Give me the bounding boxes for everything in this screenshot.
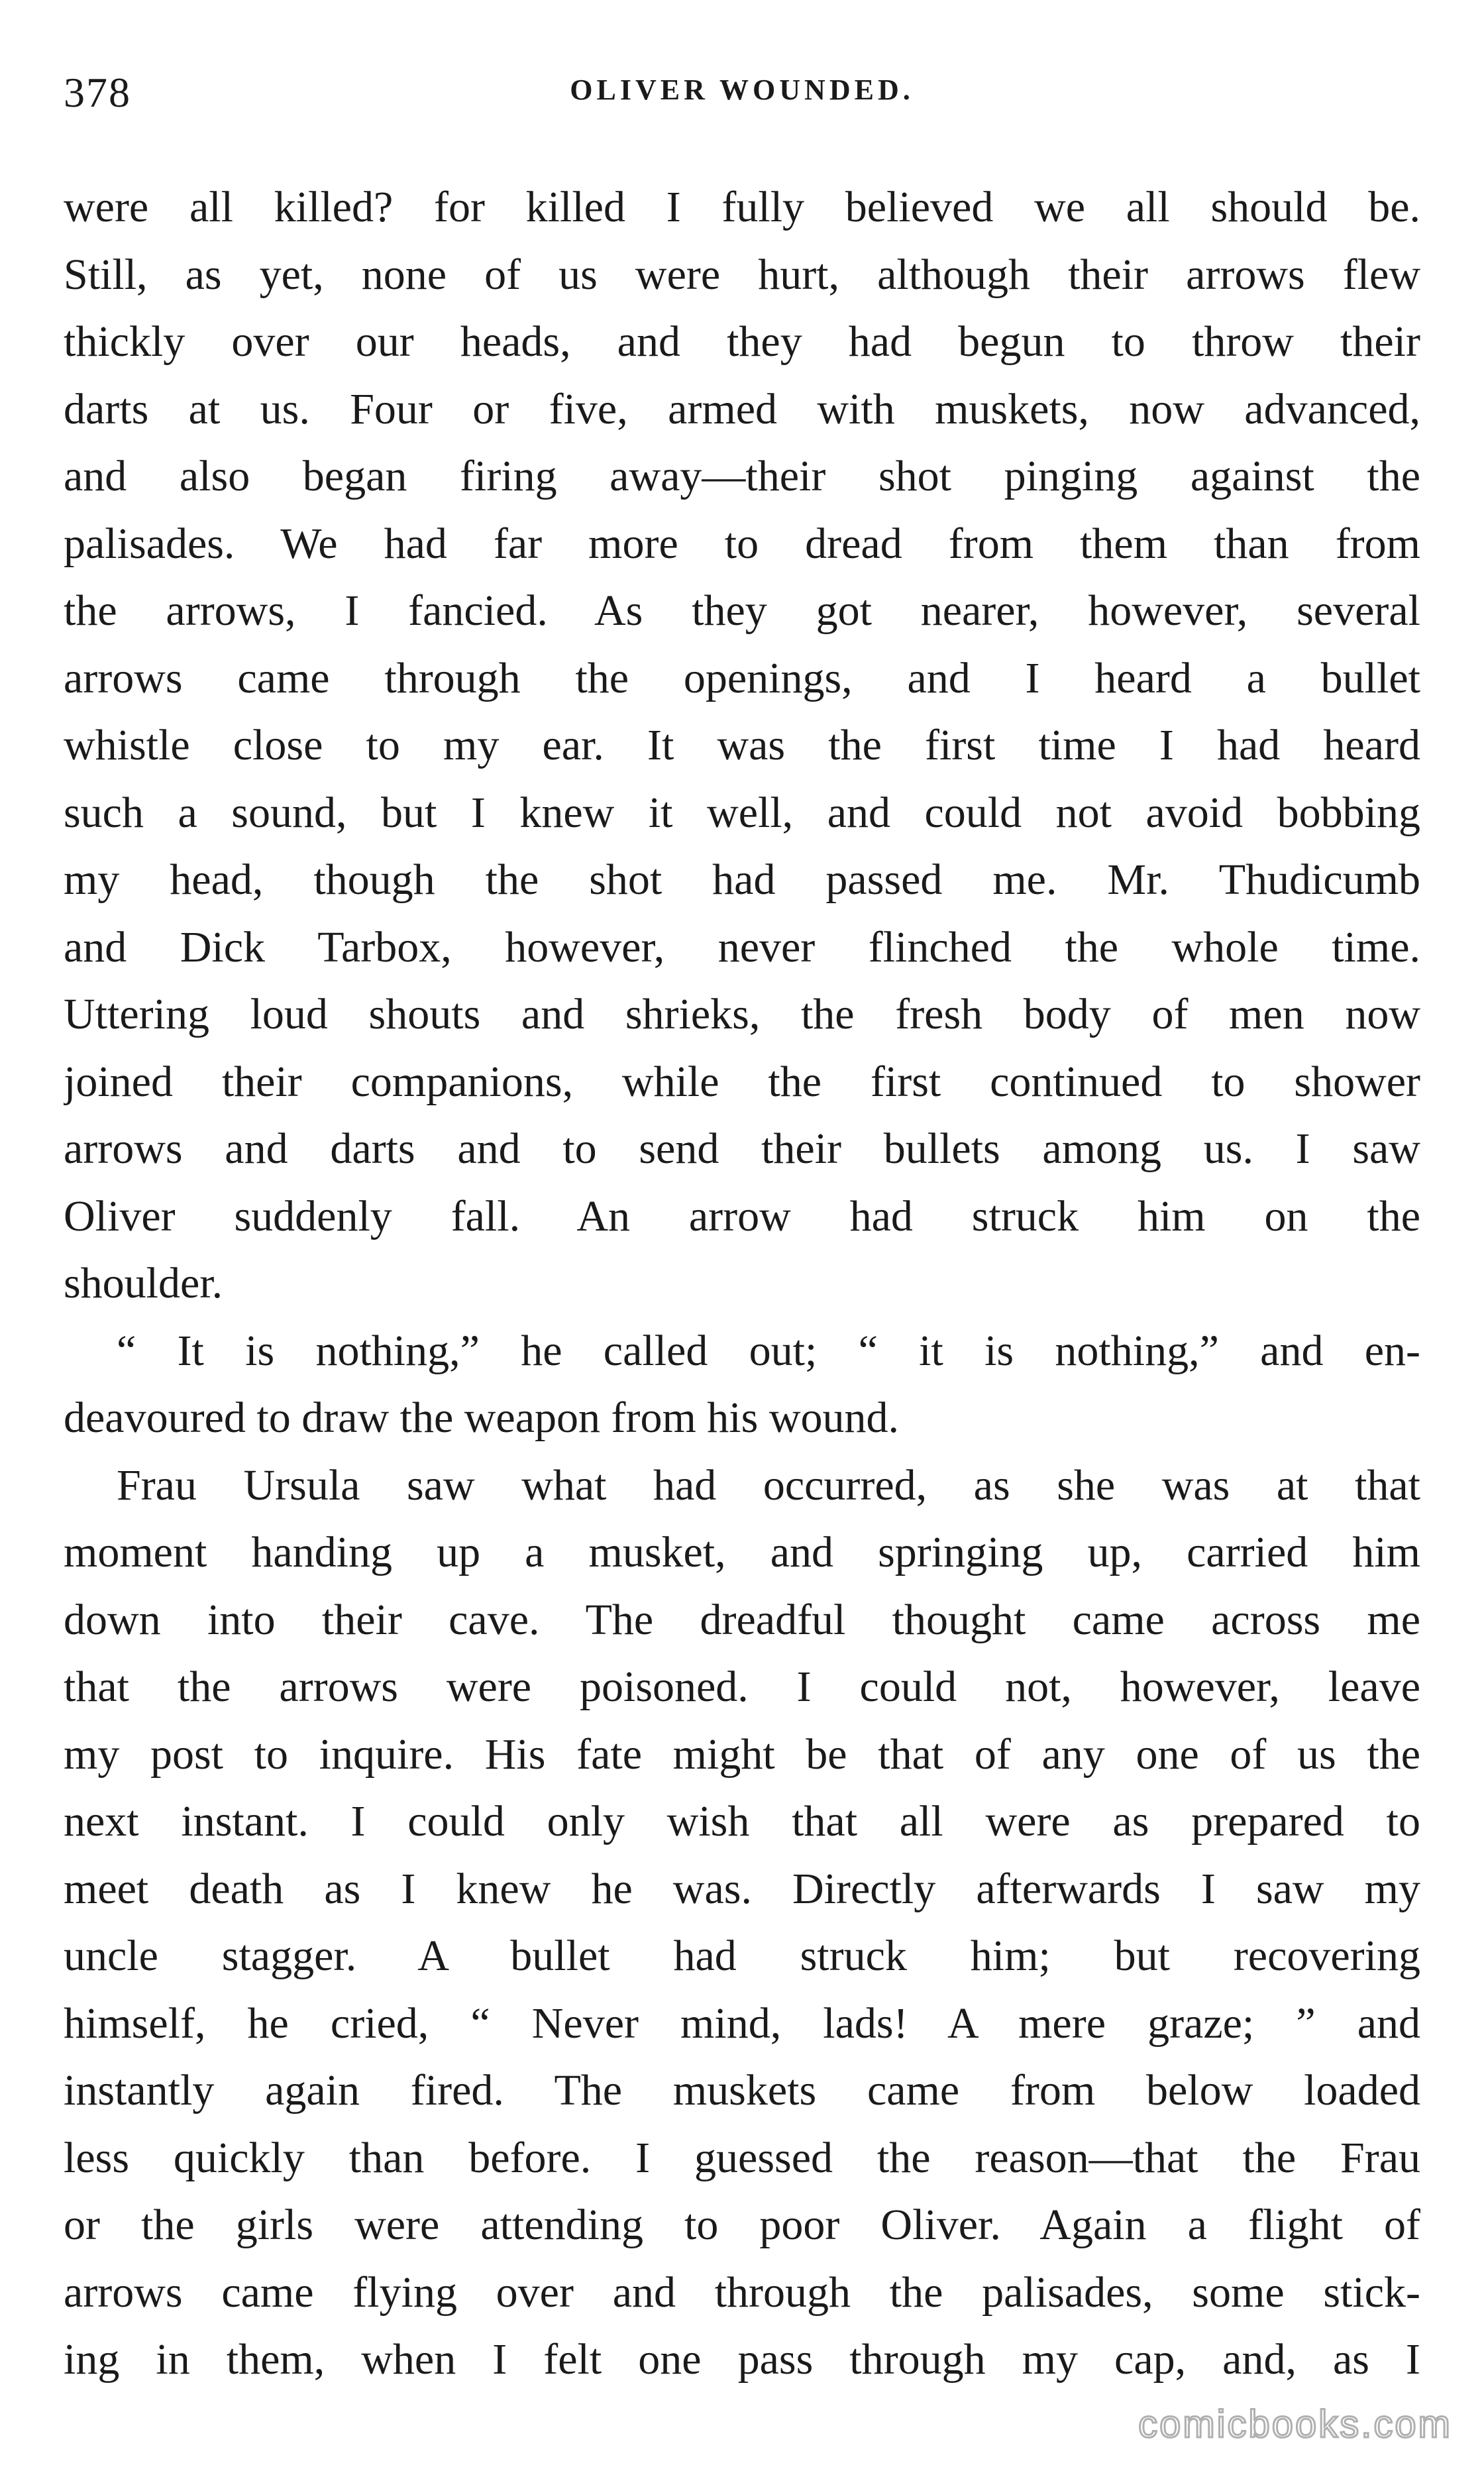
text-line: such a sound, but I knew it well, and could not avoid bobbing	[64, 788, 1420, 837]
text-line: palisades. We had far more to dread from them than from	[64, 519, 1420, 568]
text-line: that the arrows were poisoned. I could not, however, leave	[64, 1663, 1420, 1711]
text-line: deavoured to draw the weapon from his wound.	[64, 1394, 899, 1442]
text-line: darts at us. Four or five, armed with muskets, now advanced,	[64, 384, 1420, 433]
running-head: OLIVER WOUNDED.	[570, 74, 914, 106]
text-line: instantly again fired. The muskets came from below loaded	[64, 2066, 1420, 2115]
text-line: Oliver suddenly fall. An arrow had struck him on the	[64, 1191, 1420, 1240]
text-line: Still, as yet, none of us were hurt, although their arrows flew	[64, 250, 1420, 299]
text-line: joined their companions, while the first continued to shower	[64, 1057, 1420, 1106]
text-line: shoulder.	[64, 1259, 223, 1307]
text-line: the arrows, I fancied. As they got nearer, however, several	[64, 586, 1420, 635]
text-line: arrows and darts and to send their bullets among us. I saw	[64, 1125, 1420, 1173]
text-line: my post to inquire. His fate might be that of any one of us the	[64, 1730, 1420, 1779]
text-line: and Dick Tarbox, however, never flinched the whole time.	[64, 922, 1420, 971]
text-line: meet death as I knew he was. Directly afterwards I saw my	[64, 1864, 1420, 1913]
text-line: ing in them, when I felt one pass through my cap, and, as I	[64, 2335, 1420, 2384]
text-line: arrows came through the openings, and I heard a bullet	[64, 653, 1420, 702]
text-line: uncle stagger. A bullet had struck him; but recovering	[64, 1932, 1420, 1980]
text-line: thickly over our heads, and they had begun to throw their	[64, 317, 1420, 366]
page-header	[64, 66, 1420, 119]
text-line: “ It is nothing,” he called out; “ it is nothing,” and en-	[117, 1326, 1420, 1375]
page-number: 378	[64, 69, 131, 116]
text-line: were all killed? for killed I fully believed we all should be.	[64, 183, 1420, 231]
text-line: Frau Ursula saw what had occurred, as she was at that	[117, 1460, 1420, 1510]
text-line: himself, he cried, “ Never mind, lads! A mere graze; ” and	[64, 1999, 1420, 2048]
text-line: my head, though the shot had passed me. Mr. Thudicumb	[64, 855, 1420, 904]
text-line: or the girls were attending to poor Oliver. Again a flight of	[64, 2201, 1420, 2249]
body-text	[64, 174, 1420, 2393]
text-line: Uttering loud shouts and shrieks, the fresh body of men now	[64, 990, 1420, 1038]
text-line: moment handing up a musket, and springing up, carried him	[64, 1528, 1420, 1576]
text-line: down into their cave. The dreadful thought came across me	[64, 1595, 1420, 1644]
text-line: and also began firing away—their shot pinging against the	[64, 452, 1420, 500]
site-watermark: comicbooks.com	[1138, 2403, 1452, 2446]
text-line: arrows came flying over and through the palisades, some stick-	[64, 2268, 1420, 2317]
text-line: next instant. I could only wish that all were as prepared to	[64, 1797, 1420, 1845]
text-line: less quickly than before. I guessed the reason—that the Frau	[64, 2133, 1420, 2182]
text-line: whistle close to my ear. It was the first time I had heard	[64, 721, 1420, 769]
